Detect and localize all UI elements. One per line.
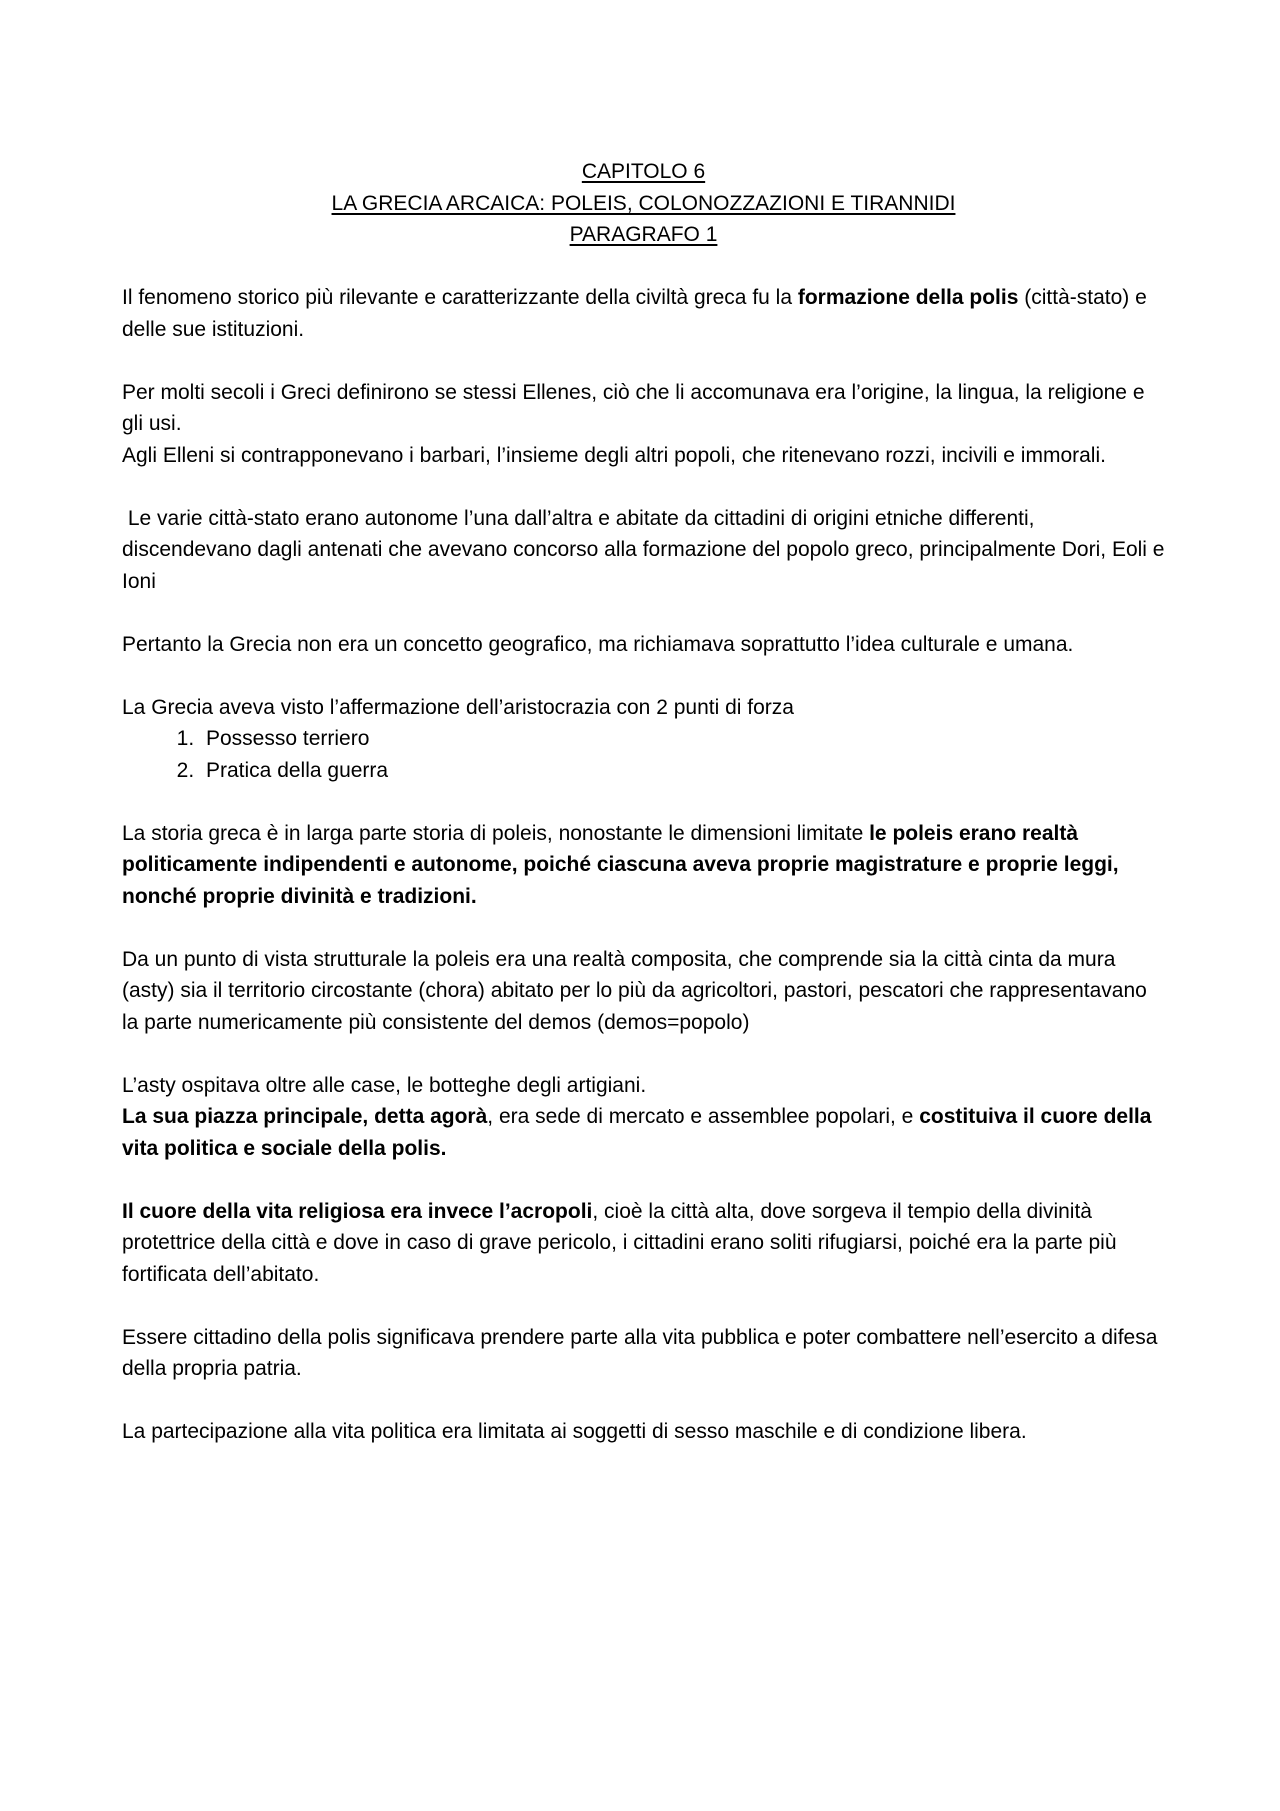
paragraph-concetto-geografico: Pertanto la Grecia non era un concetto geografico, ma richiamava soprattutto l’idea culturale e umana. (122, 632, 1074, 656)
paragraph-citta-stato: Le varie città-stato erano autonome l’una dall’altra e abitate da cittadini di origini etniche differenti, discendevano dagli antenati che avevano concorso alla formazione del popolo greco, principalmente Dori, Eoli e Ioni (122, 506, 1171, 593)
list-item: 1. Possesso terriero (200, 723, 1165, 755)
paragraph-barbari-text: Agli Elleni si contrapponevano i barbari, l’insieme degli altri popoli, che ritenevano rozzi, incivili e immorali. (122, 443, 1106, 467)
paragraph-ellenes (122, 377, 1165, 472)
paragraph-storia-poleis: La storia greca è in larga parte storia di poleis, nonostante le dimensioni limitate le poleis erano realtà politicamente indipendenti e autonome, poiché ciascuna aveva proprie magistrature e proprie leggi, nonché proprie divinità e tradizioni. (122, 821, 1119, 908)
paragraph-ellenes-text: Per molti secoli i Greci definirono se stessi Ellenes, ciò che li accomunava era l’origine, la lingua, la religione e gli usi. (122, 380, 1145, 435)
paragraph-acropoli: Il cuore della vita religiosa era invece l’acropoli, cioè la città alta, dove sorgeva il tempio della divinità protettrice della città e dove in caso di grave pericolo, i cittadini erano soliti rifugiarsi, poiché era la parte più fortificata dell’abitato. (122, 1199, 1117, 1286)
paragraph-struttura-poleis: Da un punto di vista strutturale la poleis era una realtà composita, che comprende sia la città cinta da mura (asty) sia il territorio circostante (chora) abitato per lo più da agricoltori, pastori, pescatori che rappresentavano la parte numericamente più consistente del demos (demos=popolo) (122, 947, 1147, 1034)
paragraph-asty (122, 1070, 1165, 1165)
paragraph-polis-formation: Il fenomeno storico più rilevante e caratterizzante della civiltà greca fu la formazione della polis (città-stato) e delle sue istituzioni. (122, 286, 1147, 341)
paragraph-aristocrazia: La Grecia aveva visto l’affermazione dell’aristocrazia con 2 punti di forza (122, 695, 794, 719)
aristocracy-list (122, 723, 1165, 786)
section-heading: PARAGRAFO 1 (569, 223, 718, 246)
paragraph-cittadino: Essere cittadino della polis significava prendere parte alla vita pubblica e poter combattere nell’esercito a difesa della propria patria. (122, 1325, 1158, 1380)
chapter-heading: CAPITOLO 6 (581, 160, 706, 183)
paragraph-partecipazione: La partecipazione alla vita politica era limitata ai soggetti di sesso maschile e di condizione libera. (122, 1420, 1027, 1443)
list-item: 2. Pratica della guerra (200, 755, 1165, 787)
paragraph-asty-text: L’asty ospitava oltre alle case, le botteghe degli artigiani. (122, 1073, 647, 1097)
paragraph-agora-text: La sua piazza principale, detta agorà, era sede di mercato e assemblee popolari, e costituiva il cuore della vita politica e sociale della polis. (122, 1105, 1152, 1160)
document-header (122, 156, 1165, 251)
chapter-title: LA GRECIA ARCAICA: POLEIS, COLONOZZAZIONI E TIRANNIDI (331, 191, 956, 215)
